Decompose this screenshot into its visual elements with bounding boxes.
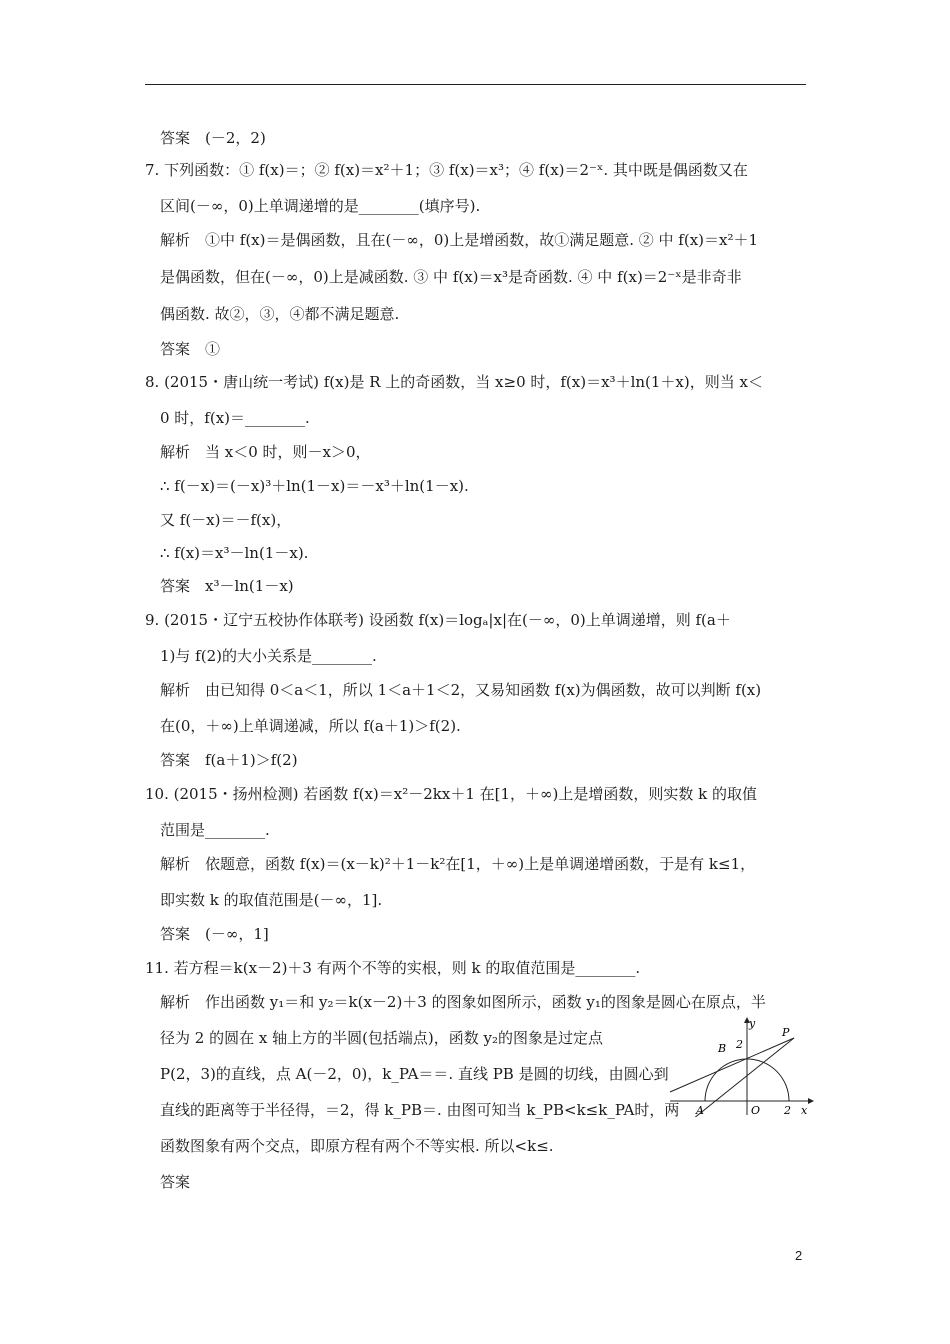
text-line: 函数图象有两个交点，即原方程有两个不等实根. 所以<k≤. bbox=[160, 1137, 554, 1155]
label-a: A bbox=[696, 1104, 704, 1117]
label-y: y bbox=[749, 1017, 756, 1030]
text-line: 在(0，＋∞)上单调递减，所以 f(a＋1)＞f(2). bbox=[160, 717, 461, 735]
text-line: 解析 ①中 f(x)＝是偶函数，且在(－∞，0)上是增函数，故①满足题意. ② 中 f(x)＝x²＋1 bbox=[160, 231, 759, 249]
text-line: 解析 由已知得 0＜a＜1，所以 1＜a＋1＜2，又易知函数 f(x)为偶函数，故可以判断 f(x) bbox=[160, 681, 762, 699]
label-x: x bbox=[801, 1104, 808, 1117]
text-line: 答案 bbox=[160, 1173, 191, 1191]
text-line: 又 f(－x)＝－f(x)， bbox=[160, 511, 292, 529]
text-line: 是偶函数，但在(－∞，0)上是减函数. ③ 中 f(x)＝x³是奇函数. ④ 中 f(x)＝2⁻ˣ是非奇非 bbox=[160, 268, 742, 286]
text-line: 区间(－∞，0)上单调递增的是________(填序号). bbox=[160, 197, 481, 215]
text-line: 范围是________. bbox=[160, 821, 270, 839]
text-line: 10. (2015・扬州检测) 若函数 f(x)＝x²－2kx＋1 在[1，＋∞)上是增函数，则实数 k 的取值 bbox=[145, 785, 757, 803]
semicircle-line-figure bbox=[668, 1017, 816, 1117]
text-line: ∴ f(x)＝x³－ln(1－x). bbox=[160, 544, 309, 562]
text-line: 7. 下列函数：① f(x)＝；② f(x)＝x²＋1；③ f(x)＝x³；④ f(x)＝2⁻ˣ. 其中既是偶函数又在 bbox=[145, 161, 748, 179]
text-line: 解析 作出函数 y₁＝和 y₂＝k(x－2)＋3 的图象如图所示，函数 y₁的图象是圆心在原点，半 bbox=[160, 993, 766, 1011]
text-line: 答案 (－2，2) bbox=[160, 129, 266, 147]
text-line: 解析 依题意，函数 f(x)＝(x－k)²＋1－k²在[1，＋∞)上是单调递增函数，于是有 k≤1， bbox=[160, 855, 756, 873]
text-line: 1)与 f(2)的大小关系是________. bbox=[160, 647, 377, 665]
header-rule bbox=[145, 84, 806, 85]
label-o: O bbox=[751, 1104, 761, 1117]
label-2-x: 2 bbox=[784, 1104, 791, 1117]
text-line: 答案 ① bbox=[160, 340, 221, 358]
text-line: 即实数 k 的取值范围是(－∞，1]. bbox=[160, 891, 383, 909]
label-2-y: 2 bbox=[736, 1038, 743, 1051]
text-line: 答案 x³－ln(1－x) bbox=[160, 577, 294, 595]
label-p: P bbox=[782, 1026, 790, 1039]
tangent-line-pb bbox=[670, 1038, 794, 1092]
text-line: 解析 当 x＜0 时，则－x＞0， bbox=[160, 443, 371, 461]
text-line: 直线的距离等于半径得，＝2，得 k_PB＝. 由图可知当 k_PB<k≤k_PA时，两 bbox=[160, 1101, 680, 1119]
label-b: B bbox=[718, 1042, 727, 1055]
x-axis-arrow bbox=[808, 1098, 814, 1104]
text-line: 径为 2 的圆在 x 轴上方的半圆(包括端点)，函数 y₂的图象是过定点 bbox=[160, 1029, 604, 1047]
text-line: 8. (2015・唐山统一考试) f(x)是 R 上的奇函数，当 x≥0 时，f(x)＝x³＋ln(1＋x)，则当 x＜ bbox=[145, 373, 763, 391]
text-line: 9. (2015・辽宁五校协作体联考) 设函数 f(x)＝logₐ|x|在(－∞，0)上单调递增，则 f(a＋ bbox=[145, 611, 731, 629]
text-line: 答案 (－∞，1] bbox=[160, 925, 269, 943]
text-line: P(2，3)的直线，点 A(－2，0)，k_PA＝＝. 直线 PB 是圆的切线，由圆心到 bbox=[160, 1065, 669, 1083]
text-line: ∴ f(－x)＝(－x)³＋ln(1－x)＝－x³＋ln(1－x). bbox=[160, 477, 469, 495]
text-line: 偶函数. 故②，③，④都不满足题意. bbox=[160, 305, 400, 323]
page-number: 2 bbox=[795, 1248, 803, 1263]
text-line: 答案 f(a＋1)＞f(2) bbox=[160, 751, 298, 769]
text-line: 11. 若方程＝k(x－2)＋3 有两个不等的实根，则 k 的取值范围是________. bbox=[145, 959, 641, 977]
text-line: 0 时，f(x)＝________. bbox=[160, 409, 310, 427]
